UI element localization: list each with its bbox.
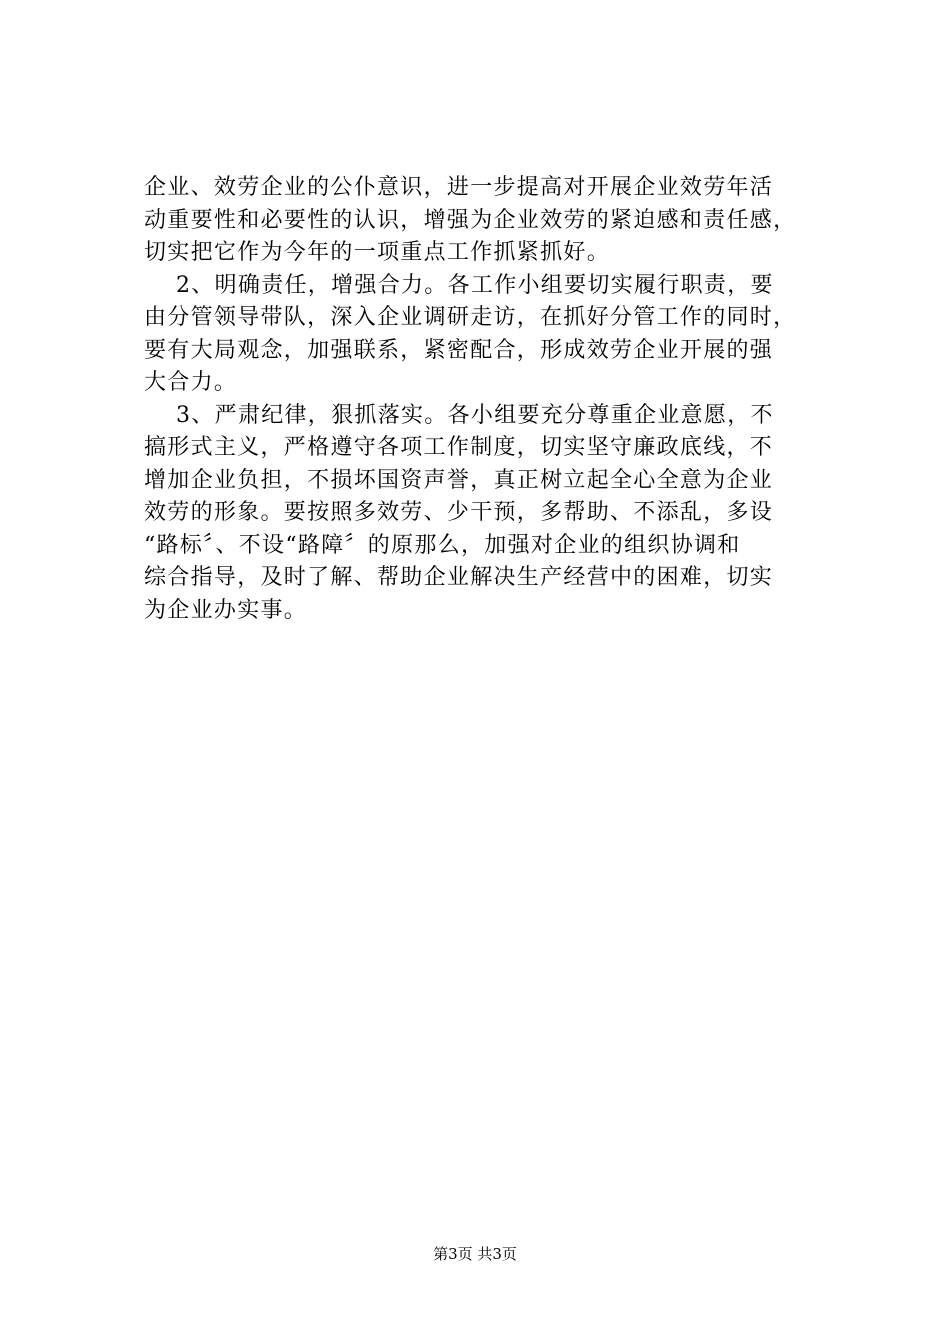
text-line: 3、严肃纪律，狠抓落实。各小组要充分尊重企业意愿，不 (176, 402, 774, 428)
text-line: “路标〞、不设“路障〞的原那么，加强对企业的组织协调和 (144, 532, 741, 558)
text-line: 要有大局观念，加强联系，紧密配合，形成效劳企业开展的强 (144, 337, 774, 363)
text-line: 2、明确责任，增强合力。各工作小组要切实履行职责，要 (176, 272, 774, 298)
text-line: 增加企业负担，不损坏国资声誉，真正树立起全心全意为企业 (144, 467, 774, 493)
page-number-footer: 第3页 共3页 (433, 1245, 517, 1263)
text-line: 切实把它作为今年的一项重点工作抓紧抓好。 (144, 240, 611, 265)
text-line: 综合指导，及时了解、帮助企业解决生产经营中的困难，切实 (144, 565, 774, 590)
text-line: 由分管领导带队，深入企业调研走访，在抓好分管工作的同时， (144, 305, 797, 330)
text-line: 动重要性和必要性的认识，增强为企业效劳的紧迫感和责任感， (144, 207, 797, 233)
text-line: 为企业办实事。 (144, 597, 308, 623)
text-line: 企业、效劳企业的公仆意识，进一步提高对开展企业效劳年活 (144, 175, 774, 200)
text-line: 搞形式主义，严格遵守各项工作制度，切实坚守廉政底线，不 (144, 435, 774, 460)
text-line: 大合力。 (144, 370, 238, 395)
document-body (144, 172, 834, 627)
text-line: 效劳的形象。要按照多效劳、少干预，多帮助、不添乱，多设 (144, 500, 774, 525)
